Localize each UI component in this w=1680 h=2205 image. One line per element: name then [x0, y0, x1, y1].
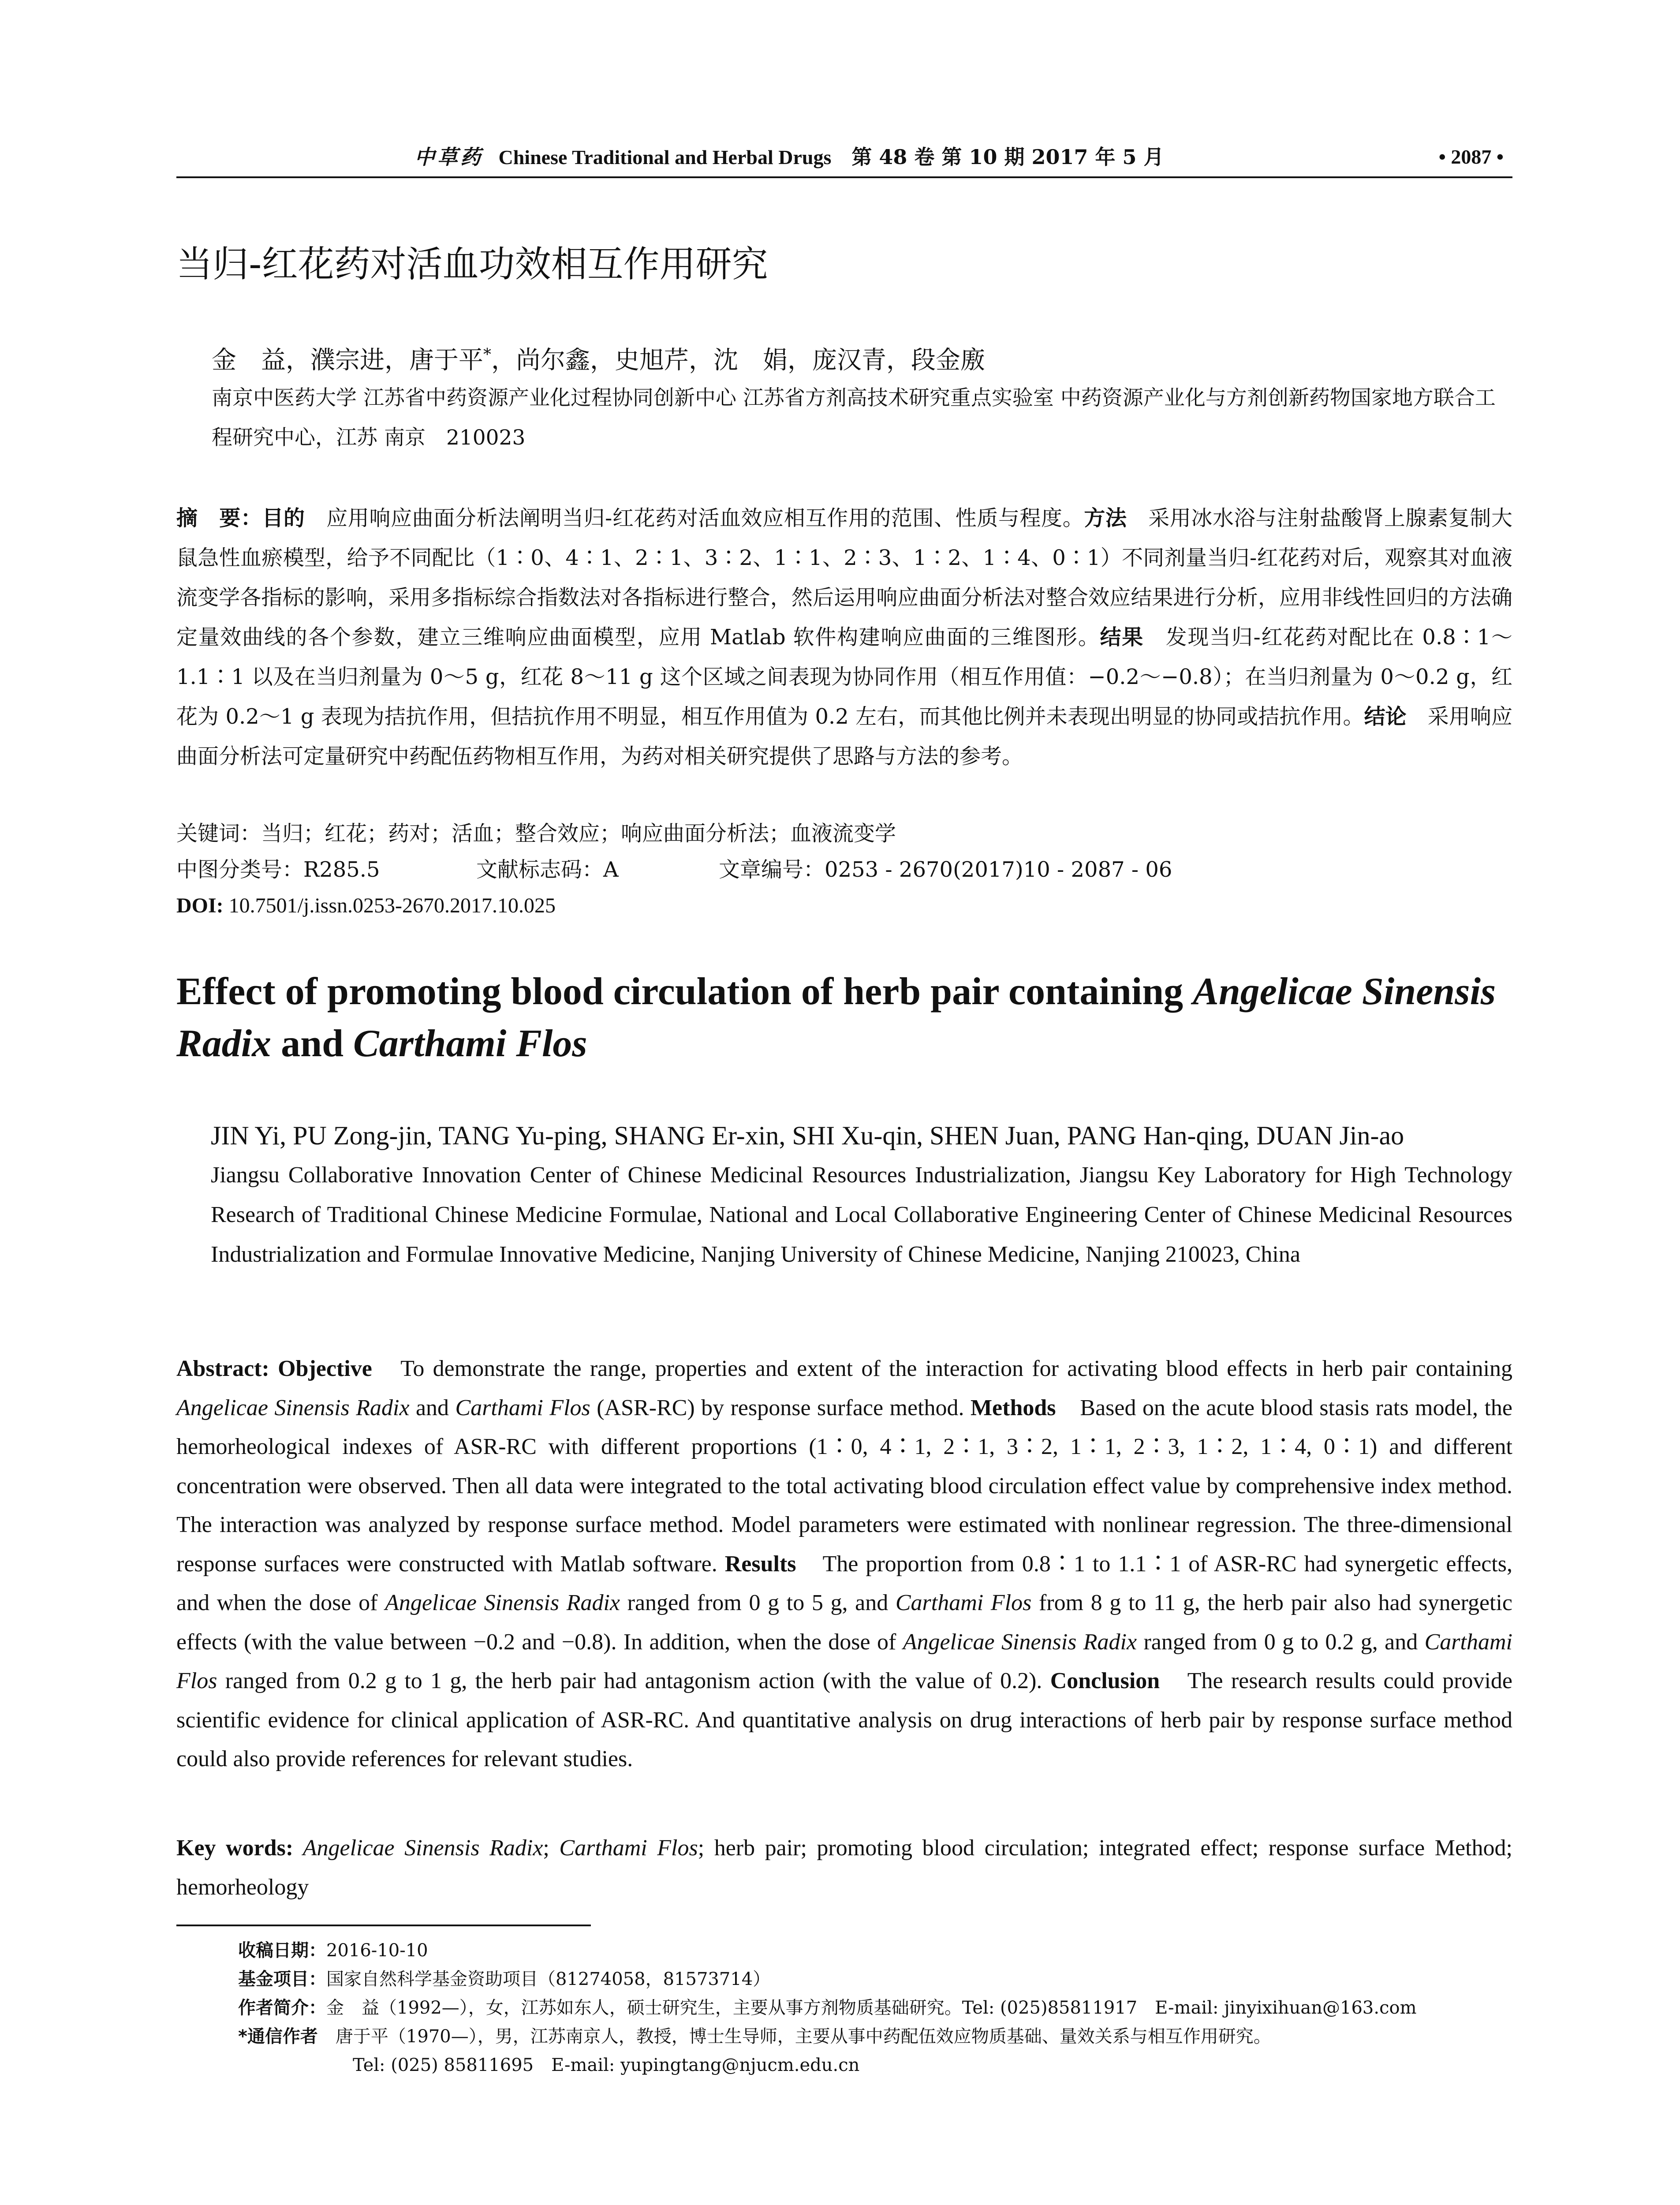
en-methods-label: Methods: [970, 1395, 1056, 1420]
en-objective-text: (ASR-RC) by response surface method.: [590, 1395, 971, 1420]
running-header: [176, 140, 1512, 174]
cn-abstract: [176, 498, 1512, 776]
en-objective-herb2: Carthami Flos: [455, 1395, 590, 1420]
en-objective-text: and: [409, 1395, 455, 1420]
cn-title: 当归-红花药对活血功效相互作用研究: [176, 243, 768, 285]
en-results-herb: Carthami Flos: [176, 1629, 1512, 1693]
en-objective-herb1: Angelicae Sinensis Radix: [176, 1395, 410, 1420]
en-methods-text: Based on the acute blood stasis rats model, the hemorheological indexes of ASR-RC with different proportions (1∶0, 4∶1, 2∶1, 3∶2, 1∶1, 2∶3, 1∶2, 1∶4, 0∶1) and different concentration were observed. Then all data were integrated to the total activating blood circulation effect value by comprehensive index method. The interaction was analyzed by response surface method. Model parameters were estimated with nonlinear regression. The three-dimensional response surfaces were constructed with Matlab software.: [176, 1395, 1512, 1577]
doccode-label: 文献标志码：: [476, 857, 604, 882]
corresponding-label: *通信作者: [238, 2026, 318, 2047]
clc-value: R285.5: [303, 857, 380, 882]
footnote-rule: [176, 1925, 591, 1926]
cn-objective-label: 目的: [262, 506, 305, 531]
page-number: • 2087 •: [1438, 146, 1504, 168]
en-keywords-rest: ; herb pair; promoting blood circulation; integrated effect; response surface Method; hemorheology: [176, 1835, 1512, 1900]
en-title-part: and: [271, 1022, 354, 1065]
cn-objective: 应用响应曲面分析法阐明当归-红花药对活血效应相互作用的范围、性质与程度。: [305, 506, 1084, 531]
cn-article-number: [719, 852, 1172, 887]
cn-keywords-label: 关键词：: [176, 821, 261, 846]
cn-abstract-label: 摘 要：: [176, 506, 262, 531]
en-results-label: Results: [724, 1551, 796, 1577]
article-no-value: 0253 - 2670(2017)10 - 2087 - 06: [825, 857, 1172, 882]
footnote-corresponding: [238, 2023, 1271, 2050]
footnote-received: [238, 1937, 428, 1964]
en-authors: JIN Yi, PU Zong-jin, TANG Yu-ping, SHANG Er-xin, SHI Xu-qin, SHEN Juan, PANG Han-qing, DUAN Jin-ao: [211, 1121, 1404, 1150]
cn-keywords: [176, 816, 896, 851]
en-objective-label: Objective: [269, 1356, 372, 1381]
clc-label: 中图分类号：: [176, 857, 304, 882]
doi-label: DOI:: [176, 894, 224, 917]
en-objective-text: To demonstrate the range, properties and extent of the interaction for activating blood effects in herb pair containing: [372, 1356, 1513, 1381]
cn-conclusion-label: 结论: [1364, 704, 1407, 729]
doccode-value: A: [603, 857, 619, 882]
bio-label: 作者简介：: [238, 1998, 326, 2018]
cn-authors-rest: ，尚尔鑫，史旭芹，沈 娟，庞汉青，段金廒: [491, 346, 985, 375]
fund-text: 国家自然科学基金资助项目（81274058，81573714）: [326, 1969, 771, 1989]
cn-results: 发现当归-红花药对配比在 0.8∶1～1.1∶1 以及在当归剂量为 0～5 g，红花 8～11 g 这个区域之间表现为协同作用（相互作用值：−0.2～−0.8）；在当归剂量为 0～0.2 g，红花为 0.2～1 g 表现为拮抗作用，但拮抗作用不明显，相互作用值为 0.2 左右，而其他比例并未表现出明显的协同或拮抗作用。: [176, 625, 1512, 729]
cn-methods: 采用冰水浴与注射盐酸肾上腺素复制大鼠急性血瘀模型，给予不同配比（1∶0、4∶1、2∶1、3∶2、1∶1、2∶3、1∶2、1∶4、0∶1）不同剂量当归-红花药对后，观察其对血液流变学各指标的影响，采用多指标综合指数法对各指标进行整合，然后运用响应曲面分析法对整合效应结果进行分析，应用非线性回归的方法确定量效曲线的各个参数，建立三维响应曲面模型，应用 Matlab 软件构建响应曲面的三维图形。: [176, 506, 1512, 650]
en-results-text: The proportion from 0.8∶1 to 1.1∶1 of ASR-RC had synergetic effects, and when the dose of: [176, 1551, 1512, 1615]
corresponding-text: 唐于平（1970—），男，江苏南京人，教授，博士生导师，主要从事中药配伍效应物质基础、量效关系与相互作用研究。: [317, 2026, 1271, 2047]
journal-logo: 中草药: [414, 145, 483, 169]
en-keyword-herb2: Carthami Flos: [559, 1835, 698, 1861]
en-results-text: from 8 g to 11 g, the herb pair also had synergetic effects (with the value between −0.2 and −0.8). In addition, when the dose of: [176, 1590, 1512, 1655]
en-keywords: [176, 1829, 1512, 1907]
en-conclusion-text: The research results could provide scientific evidence for clinical application of ASR-RC. And quantitative analysis on drug interactions of herb pair by response surface method could also provide references for relevant studies.: [176, 1668, 1512, 1771]
cn-affiliation: 南京中医药大学 江苏省中药资源产业化过程协同创新中心 江苏省方剂高技术研究重点实验室 中药资源产业化与方剂创新药物国家地方联合工程研究中心，江苏 南京 210023: [212, 386, 1496, 450]
en-title-herb2: Carthami Flos: [353, 1022, 587, 1065]
journal-header-left: [414, 140, 1164, 174]
journal-name: Chinese Traditional and Herbal Drugs: [498, 146, 832, 168]
cn-keywords-text: 当归；红花；药对；活血；整合效应；响应曲面分析法；血液流变学: [261, 821, 896, 846]
cn-results-label: 结果: [1100, 625, 1144, 650]
cn-authors-text: 金 益，濮宗进，唐于平: [212, 346, 483, 375]
journal-issue: 第 48 卷 第 10 期 2017 年 5 月: [851, 145, 1164, 169]
en-results-herb: Carthami Flos: [895, 1590, 1032, 1615]
en-results-text: ranged from 0 g to 0.2 g, and: [1137, 1629, 1425, 1655]
en-keyword-sep: ;: [543, 1835, 560, 1861]
doi-value: 10.7501/j.issn.0253-2670.2017.10.025: [223, 894, 556, 917]
received-date: 2016-10-10: [326, 1940, 428, 1961]
cn-authors: [212, 335, 985, 381]
en-abstract: [176, 1349, 1512, 1779]
en-conclusion-label: Conclusion: [1050, 1668, 1160, 1693]
received-label: 收稿日期：: [238, 1940, 326, 1961]
en-abstract-label: Abstract:: [176, 1356, 269, 1381]
footnote-author-bio: [238, 1994, 1417, 2022]
en-results-herb: Angelicae Sinensis Radix: [385, 1590, 620, 1615]
en-results-herb: Angelicae Sinensis Radix: [903, 1629, 1137, 1655]
en-keywords-label: Key words:: [176, 1835, 294, 1861]
cn-doccode: [476, 852, 619, 887]
cn-classification: [176, 852, 380, 887]
bio-text: 金 益（1992—），女，江苏如东人，硕士研究生，主要从事方剂物质基础研究。Tel: (025)85811917 E-mail: jinyixihuan@163.com: [326, 1998, 1417, 2018]
cn-conclusion: 采用响应曲面分析法可定量研究中药配伍药物相互作用，为药对相关研究提供了思路与方法的参考。: [176, 704, 1512, 769]
cn-methods-label: 方法: [1084, 506, 1127, 531]
en-affiliation: Jiangsu Collaborative Innovation Center of Chinese Medicinal Resources Industrialization, Jiangsu Key Laboratory for High Technology Research of Traditional Chinese Medicine Formulae, National and Local Collaborative Engineering Center of Chinese Medicinal Resources Industrialization and Formulae Innovative Medicine, Nanjing University of Chinese Medicine, Nanjing 210023, China: [211, 1162, 1512, 1267]
footnote-fund: [238, 1966, 770, 1993]
fund-label: 基金项目：: [238, 1969, 326, 1989]
en-results-text: ranged from 0.2 g to 1 g, the herb pair had antagonism action (with the value of 0.2).: [217, 1668, 1050, 1693]
article-no-label: 文章编号：: [719, 857, 825, 882]
en-results-text: ranged from 0 g to 5 g, and: [620, 1590, 896, 1615]
footnote-corresponding-contact: Tel: (025) 85811695 E-mail: yupingtang@njucm.edu.cn: [353, 2055, 860, 2075]
corresponding-mark: *: [483, 346, 491, 364]
en-keyword-herb1: Angelicae Sinensis Radix: [293, 1835, 543, 1861]
en-title: [176, 966, 1512, 1070]
en-title-part: Effect of promoting blood circulation of herb pair containing: [176, 970, 1193, 1013]
en-title-herb1: Angelicae Sinensis Radix: [176, 970, 1496, 1065]
header-rule: [176, 176, 1512, 178]
doi-line: [176, 888, 556, 923]
